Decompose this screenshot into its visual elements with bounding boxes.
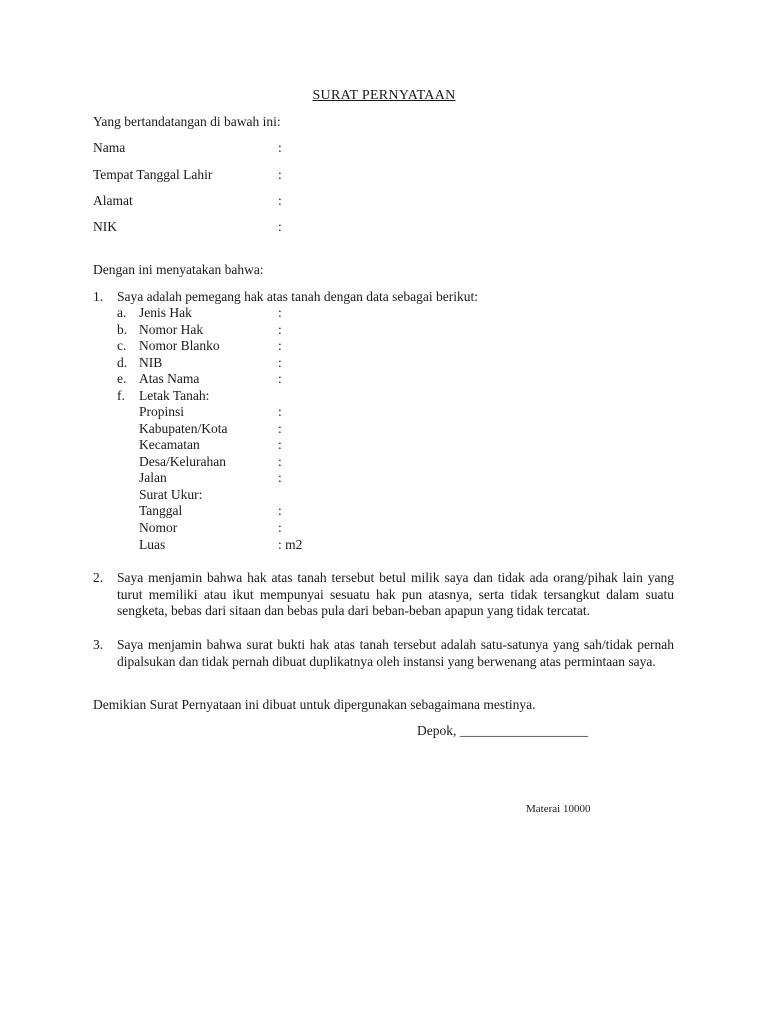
document-title: SURAT PERNYATAAN: [312, 88, 456, 103]
subitem-label-nomor-blanko: Nomor Blanko: [139, 338, 220, 353]
surat-ukur-luas: Luas: [139, 537, 166, 552]
stamp-label: Materai 10000: [526, 803, 591, 815]
luas-value: : m2: [278, 537, 303, 552]
subitem-letter: d.: [117, 355, 128, 370]
location-label-kecamatan: Kecamatan: [139, 437, 200, 452]
identity-label-nama: Nama: [93, 140, 126, 155]
subitem-label-nib: NIB: [139, 355, 163, 370]
subitem-label-letak-tanah: Letak Tanah:: [139, 388, 210, 403]
subitem-colon: :: [278, 338, 282, 353]
item-2-number: 2.: [93, 570, 104, 585]
surat-ukur-label: Surat Ukur:: [139, 487, 203, 502]
intro-text: Yang bertandatangan di bawah ini:: [93, 114, 281, 129]
location-colon: :: [278, 470, 282, 485]
identity-colon-alamat: :: [278, 193, 282, 208]
identity-colon-nama: :: [278, 140, 282, 155]
location-label-desa: Desa/Kelurahan: [139, 454, 226, 469]
subitem-letter: c.: [117, 338, 127, 353]
location-colon: :: [278, 404, 282, 419]
subitem-colon: :: [278, 322, 282, 337]
identity-label-alamat: Alamat: [93, 193, 133, 208]
location-colon: :: [278, 421, 282, 436]
location-label-propinsi: Propinsi: [139, 404, 185, 419]
subitem-letter: e.: [117, 371, 127, 386]
location-label-jalan: Jalan: [139, 470, 167, 485]
subitem-letter: f.: [117, 388, 125, 403]
item-2-text: Saya menjamin bahwa hak atas tanah tersebut betul milik saya dan tidak ada orang/pihak lain yang turut memiliki atau ikut mempunyai sesuatu hak pun atasnya, serta tidak tersangkut dalam suatu sengketa, bebas dari sitaan dan bebas pula dari beban-beban apapun yang tidak tercatat.: [117, 570, 674, 618]
identity-colon-ttl: :: [278, 167, 282, 182]
subitem-letter: a.: [117, 305, 127, 320]
surat-ukur-colon: :: [278, 503, 282, 518]
subitem-colon: :: [278, 371, 282, 386]
item-3-number: 3.: [93, 637, 104, 652]
identity-label-ttl: Tempat Tanggal Lahir: [93, 167, 213, 182]
surat-ukur-colon: :: [278, 520, 282, 535]
item-3-text: Saya menjamin bahwa surat bukti hak atas tanah tersebut adalah satu-satunya yang sah/tidak pernah dipalsukan dan tidak pernah dibuat duplikatnya oleh instansi yang berwenang atas permintaan saya.: [117, 637, 674, 669]
subitem-label-nomor-hak: Nomor Hak: [139, 322, 204, 337]
location-colon: :: [278, 437, 282, 452]
subitem-colon: :: [278, 355, 282, 370]
subitem-label-jenis-hak: Jenis Hak: [139, 305, 192, 320]
location-colon: :: [278, 454, 282, 469]
item-1-number: 1.: [93, 289, 104, 304]
place-date: Depok, ___________________: [417, 723, 588, 738]
surat-ukur-tanggal: Tanggal: [139, 503, 183, 518]
identity-label-nik: NIK: [93, 219, 117, 234]
item-1-text: Saya adalah pemegang hak atas tanah dengan data sebagai berikut:: [117, 289, 478, 304]
subitem-letter: b.: [117, 322, 128, 337]
closing-text: Demikian Surat Pernyataan ini dibuat untuk dipergunakan sebagaimana mestinya.: [93, 697, 536, 712]
subitem-label-atas-nama: Atas Nama: [139, 371, 200, 386]
subitem-colon: :: [278, 305, 282, 320]
location-label-kabupaten: Kabupaten/Kota: [139, 421, 228, 436]
statement-intro: Dengan ini menyatakan bahwa:: [93, 262, 264, 277]
surat-ukur-nomor: Nomor: [139, 520, 178, 535]
identity-colon-nik: :: [278, 219, 282, 234]
